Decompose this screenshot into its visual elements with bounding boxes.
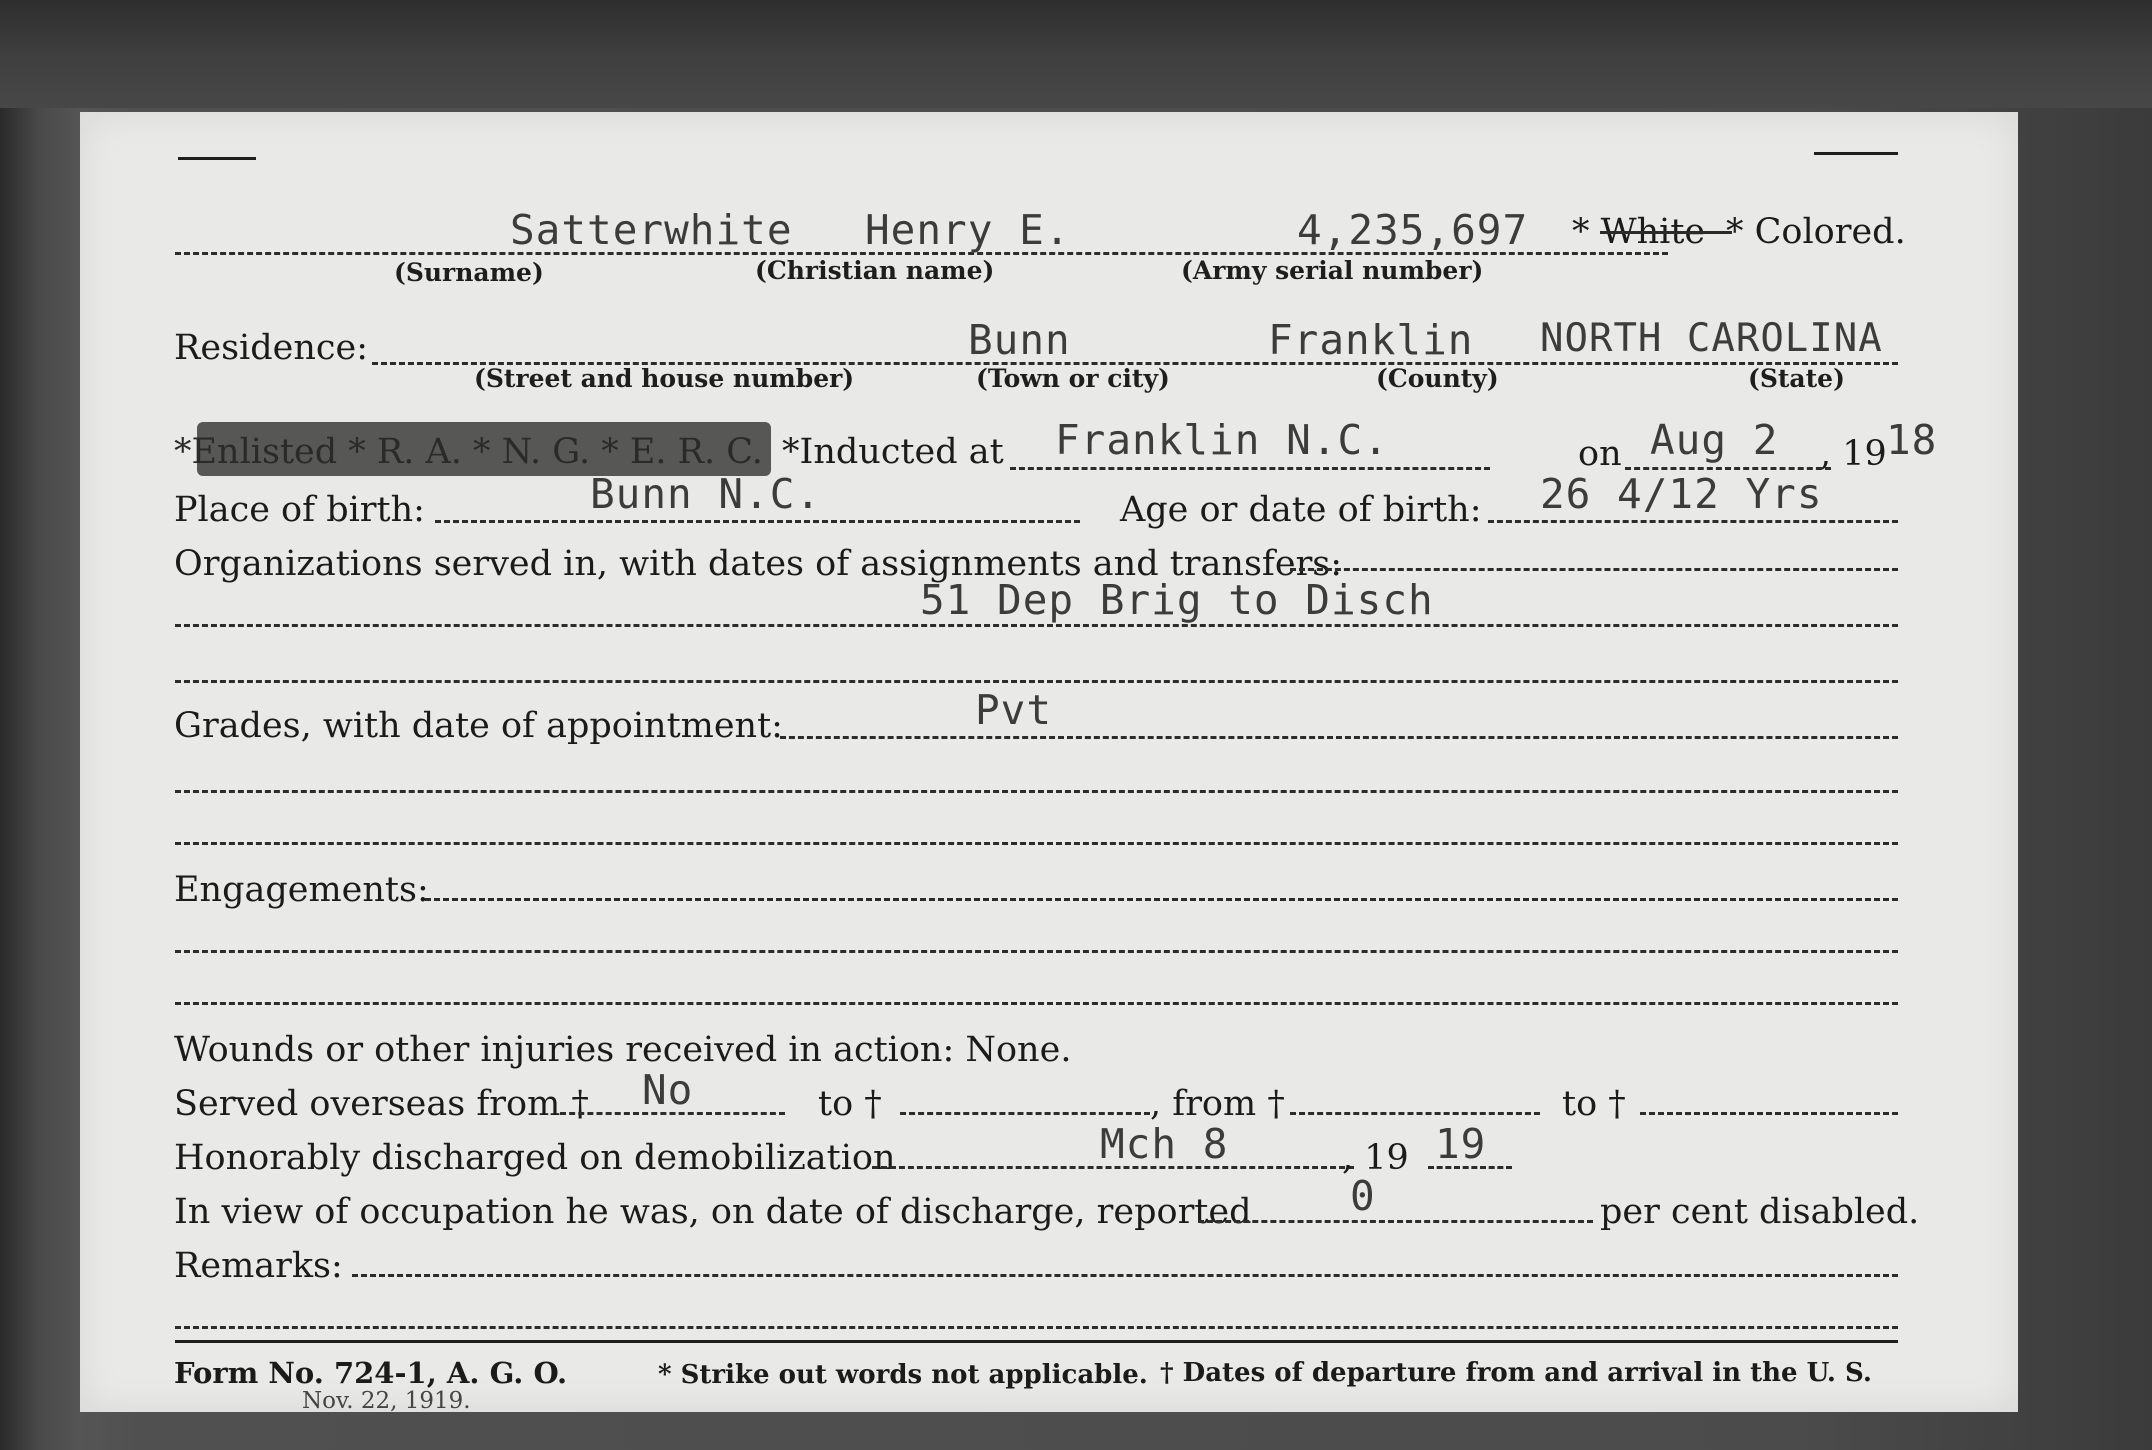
engagements-line-1 [425,898,1898,901]
on-label: on [1578,434,1622,474]
residence-town-value: Bunn [968,316,1071,364]
discharge-date-value: Mch 8 [1100,1120,1229,1168]
record-card [80,112,2018,1412]
grades-label: Grades, with date of appointment: [174,706,783,746]
footer-dates-note: † Dates of departure from and arrival in the U. S. [1160,1358,1872,1388]
induction-year-prefix: , 19 [1820,434,1887,474]
state-caption: (State) [1748,364,1845,393]
organizations-line-2 [175,624,1898,627]
form-number: Form No. 724-1, A. G. O. [174,1356,568,1390]
race-white-strike [1600,231,1732,234]
grades-line-1 [780,736,1898,739]
form-date: Nov. 22, 1919. [302,1388,471,1414]
race-colored: * Colored. [1726,212,1906,252]
residence-state-value: NORTH CAROLINA [1540,316,1883,361]
serial-number-value: 4,235,697 [1297,206,1529,254]
engagements-label: Engagements: [174,870,429,910]
inducted-at-value: Franklin N.C. [1055,416,1389,464]
remarks-line-1 [352,1274,1898,1277]
age-value: 26 4/12 Yrs [1540,470,1823,518]
race-white: * White [1572,212,1706,252]
footer-strike-note: * Strike out words not applicable. [658,1360,1148,1390]
disability-line [1198,1220,1593,1223]
overseas-from-value: No [642,1066,694,1114]
organizations-value: 51 Dep Brig to Disch [920,576,1434,624]
discharge-year-prefix: , 19 [1342,1138,1409,1178]
overseas-to-label: to † [818,1084,882,1124]
grades-value: Pvt [975,686,1053,734]
disability-suffix: per cent disabled. [1600,1192,1920,1232]
disability-value: 0 [1350,1172,1376,1220]
enlisted-text: *Enlisted * R. A. * N. G. * E. R. C. [174,432,763,472]
overseas-to2-line [1640,1112,1898,1115]
remarks-line-2 [175,1326,1898,1329]
overseas-from2-label: , from † [1150,1084,1285,1124]
induction-date-value: Aug 2 [1650,416,1779,464]
wounds-label: Wounds or other injuries received in action: None. [174,1030,1072,1070]
discharge-year-value: 19 [1435,1120,1487,1168]
remarks-label: Remarks: [174,1246,343,1286]
grades-line-2 [175,790,1898,793]
organizations-line-1 [1290,568,1898,571]
induction-year-value: 18 [1886,416,1938,464]
grades-line-3 [175,842,1898,845]
overseas-to-line [900,1112,1150,1115]
place-of-birth-line [435,520,1080,523]
footer-rule [175,1340,1898,1343]
county-caption: (County) [1376,364,1499,393]
surname-value: Satterwhite [510,206,793,254]
place-of-birth-label: Place of birth: [174,490,425,530]
organizations-label: Organizations served in, with dates of assignments and transfers: [174,544,1343,584]
engagements-line-2 [175,950,1898,953]
overseas-from-label: Served overseas from † [174,1084,589,1124]
inducted-line [1010,467,1490,470]
top-left-rule [178,157,256,160]
organizations-line-3 [175,680,1898,683]
scan-top-edge [0,0,2152,108]
residence-label: Residence: [174,328,368,368]
discharge-label: Honorably discharged on demobilization [174,1138,896,1178]
christian-name-value: Henry E. [865,206,1071,254]
overseas-from2-line [1290,1112,1540,1115]
street-caption: (Street and house number) [474,364,855,393]
inducted-label: *Inducted at [782,432,1004,472]
christian-name-caption: (Christian name) [755,256,995,285]
overseas-to2-label: to † [1562,1084,1626,1124]
town-caption: (Town or city) [976,364,1170,393]
surname-caption: (Surname) [394,258,544,287]
place-of-birth-value: Bunn N.C. [590,470,822,518]
serial-number-caption: (Army serial number) [1181,256,1484,285]
disability-label: In view of occupation he was, on date of discharge, reported [174,1192,1252,1232]
age-label: Age or date of birth: [1120,490,1482,530]
age-line [1488,520,1898,523]
top-right-rule [1814,152,1898,155]
engagements-line-3 [175,1002,1898,1005]
residence-county-value: Franklin [1268,316,1474,364]
